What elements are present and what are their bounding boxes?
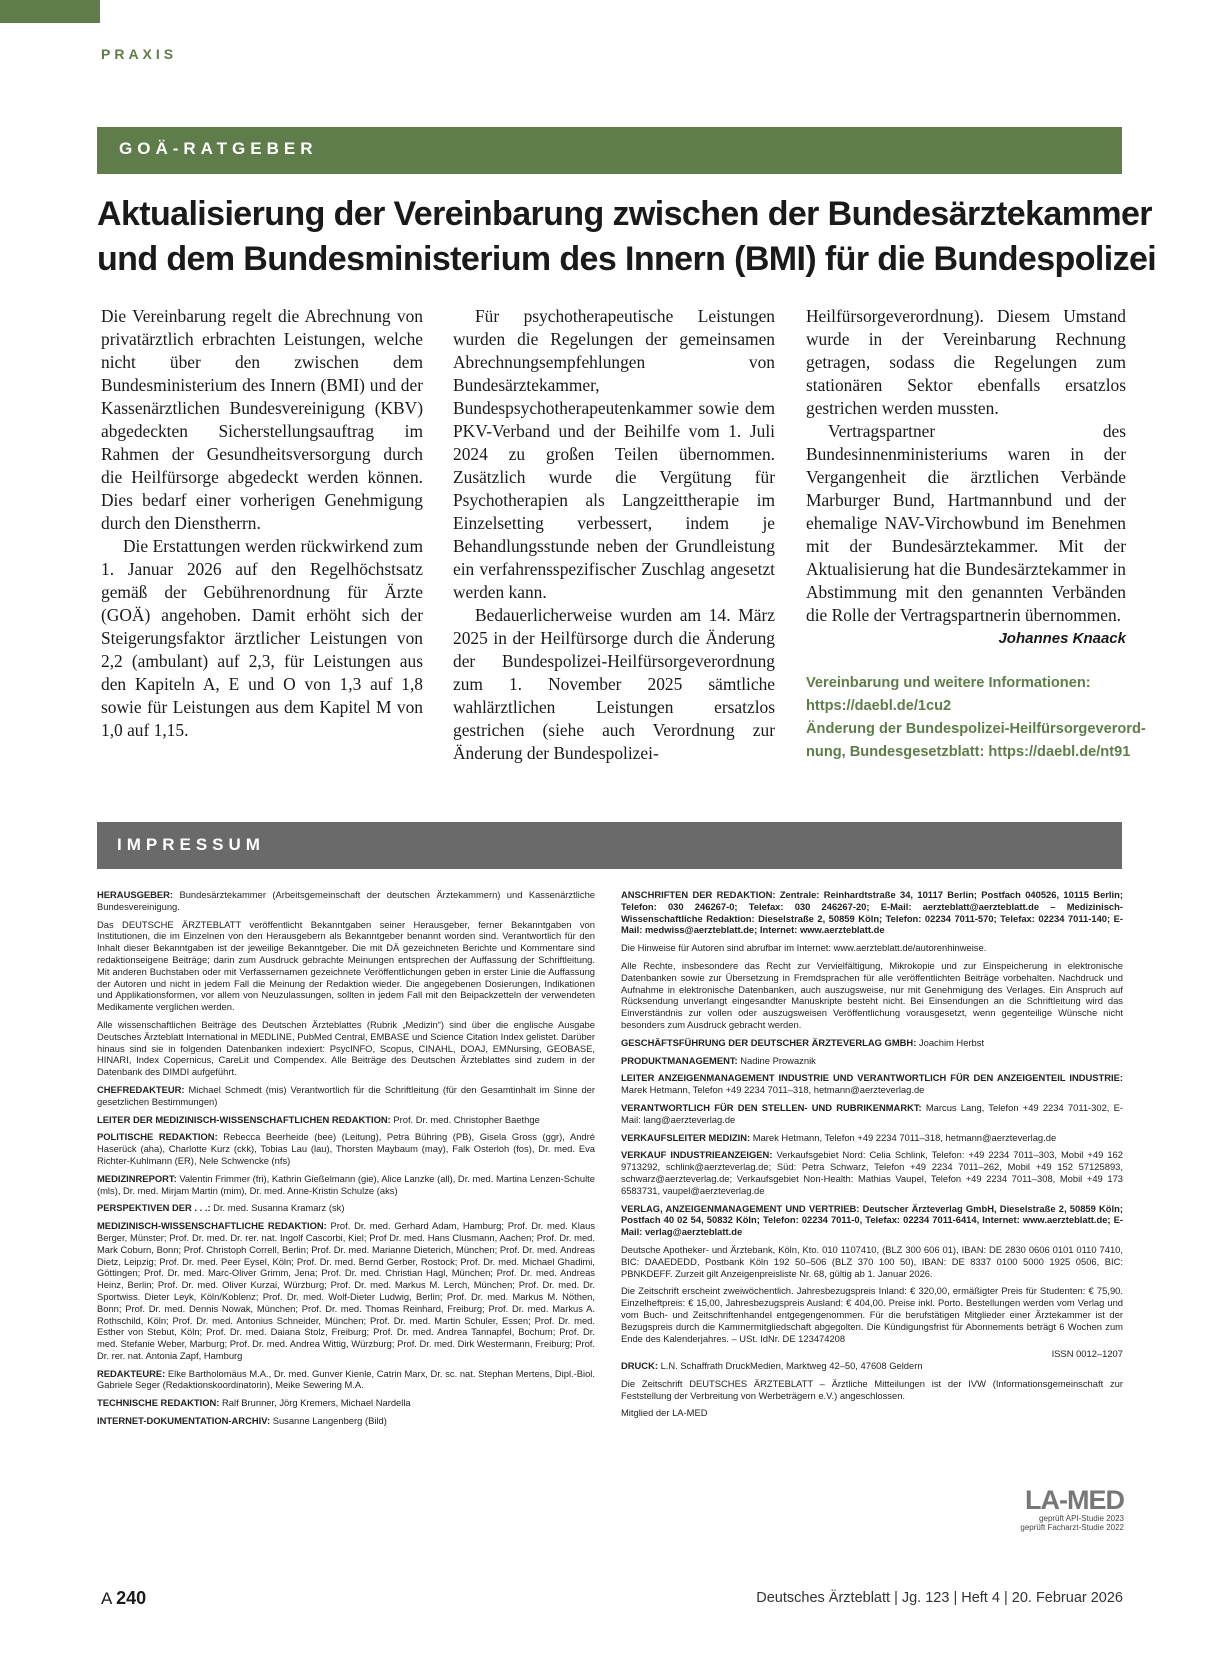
paragraph-text: Vertragspartner des Bundesinnenministeriums waren in der Vergangenheit die ärztlichen Verbände Marburger Bund, Hartmannbund und der ehemalige NAV-Virchowbund im Benehmen mit der Bundesärztekammer. Mit der Aktualisierung hat die Bundesärztekammer in Abstimmung mit den genannten Verbänden die Rolle der Vertragspartnerin übernommen. — [806, 421, 1126, 625]
article-title — [97, 192, 1157, 282]
impressum-label: VERKAUFSLEITER MEDIZIN: — [621, 1131, 751, 1143]
impressum-entry — [97, 1084, 595, 1108]
impressum-text: Rebecca Beerheide (bee) (Leitung), Petra Bühring (PB), Gisela Gross (ggr), André Haserück (aha), Charlotte Kurz (ckk), Tobias Lau (lau), Thorsten Maybaum (may), Falk Osterloh (fos), Dr. med. Eva Richter-Kuhlmann (ER), Nele Schwencke (nfs) — [97, 1131, 595, 1166]
impressum-label: GESCHÄFTSFÜHRUNG DER DEUTSCHER ÄRZTEVERLAG GMBH: — [621, 1036, 917, 1048]
category-label: GOÄ-RATGEBER — [119, 139, 318, 158]
impressum-text: Dr. med. Susanna Kramarz (sk) — [213, 1202, 345, 1214]
impressum-entry — [621, 1244, 1123, 1279]
impressum-label: PERSPEKTIVEN DER . . .: — [97, 1202, 211, 1214]
impressum-text: L.N. Schaffrath DruckMedien, Marktweg 42–50, 47608 Geldern — [660, 1360, 923, 1372]
impressum-entry — [621, 1378, 1123, 1402]
impressum-entry — [621, 1037, 1123, 1049]
impressum-entry — [621, 1072, 1123, 1096]
impressum-text: Prof. Dr. med. Christopher Baethge — [393, 1113, 540, 1125]
corner-accent — [0, 0, 100, 23]
impressum-entry — [621, 1055, 1123, 1067]
impressum-entry — [621, 942, 1123, 954]
impressum-label: PRODUKTMANAGEMENT: — [621, 1054, 738, 1066]
paragraph: Die Vereinbarung regelt die Abrechnung von privatärztlich erbrachten Leistungen, welche nicht über den zwischen dem Bundesministerium des Innern (BMI) und der Kassenärztlichen Bundesvereinigung (KBV) abgedeckten Sicherstellungsauftrag im Rahmen der Gesundheitsversorgung durch die Heilfürsorge abgedeckt werden können. Dies bedarf einer vorherigen Genehmigung durch den Dienstherrn. — [101, 306, 423, 533]
issn: ISSN 0012–1207 — [1051, 1348, 1123, 1360]
info-links — [806, 672, 1146, 764]
paragraph: Für psychotherapeutische Leistungen wurden die Regelungen der gemeinsamen Abrechnungsempfehlungen von Bundesärztekammer, Bundespsychotherapeutenkammer sowie dem PKV-Verband und der Beihilfe vom 1. Juli 2024 zu großen Teilen übernommen. Zusätzlich wurde die Vergütung für Psychotherapien als Langzeittherapie im Einzelsetting verbessert, indem je Behandlungsstunde neben der Grundleistung ein verfahrensspezifischer Zuschlag angesetzt werden kann. — [453, 306, 775, 602]
impressum-label: INTERNET-DOKUMENTATION-ARCHIV: — [97, 1415, 271, 1427]
impressum-text: Nadine Prowaznik — [740, 1054, 816, 1066]
impressum-text: Ralf Brunner, Jörg Kremers, Michael Nardella — [222, 1397, 411, 1409]
impressum-entry — [97, 1202, 595, 1214]
impressum-entry — [97, 1397, 595, 1409]
impressum-text: Alle Rechte, insbesondere das Recht zur Vervielfältigung, Mikrokopie und zur Einspeicherung in elektronische Datenbanken sowie zur Übersetzung in Fremdsprachen für alle veröffentlichten Beiträge vorbehalten. Nachdruck und Aufnahme in elektronische Datenbanken, auch auszugsweise, nur mit Genehmigung des Verlages. Ein Anspruch auf Rücksendung unverlangt eingesandter Manuskripte besteht nicht. Bei Einsendungen an die Schriftleitung wird das Einverständnis zur vollen oder auszugsweisen Veröffentlichung vorausgesetzt, wenn gegenteilige Wünsche nicht besonders zum Ausdruck gebracht werden. — [621, 959, 1123, 1030]
impressum-label: CHEFREDAKTEUR: — [97, 1083, 185, 1095]
section-label: PRAXIS — [101, 46, 178, 62]
links-heading: Vereinbarung und weitere Informationen: — [806, 675, 1091, 691]
impressum-heading: IMPRESSUM — [117, 835, 265, 854]
author-name: Johannes Knaack — [998, 630, 1126, 647]
impressum-entry — [97, 1131, 595, 1166]
impressum-label: MEDIZINREPORT: — [97, 1172, 177, 1184]
impressum-entry — [621, 1102, 1123, 1126]
impressum-label: VERANTWORTLICH FÜR DEN STELLEN- UND RUBRIKENMARKT: — [621, 1101, 922, 1113]
impressum-label: VERKAUF INDUSTRIEANZEIGEN: — [621, 1149, 773, 1161]
impressum-entry — [621, 1285, 1123, 1344]
impressum-entry — [621, 889, 1123, 936]
impressum-entry — [621, 1360, 1123, 1372]
impressum-text: Die Zeitschrift DEUTSCHES ÄRZTEBLATT – Ärztliche Mitteilungen ist der IVW (Informationsgemeinschaft zur Feststellung der Verbreitung von Werbeträgern e.V.) angeschlossen. — [621, 1377, 1123, 1401]
impressum-text: Deutsche Apotheker- und Ärztebank, Köln, Kto. 010 1107410, (BLZ 300 606 01), IBAN: DE 2830 0606 0101 0110 7410, BIC: DAAEDEDD, Postbank Köln 192 50–506 (BLZ 370 100 50), IBAN: DE 8337 0100 5000 1925 0506, BIC: PBNKDEFF. Zurzeit gilt Anzeigenpreisliste Nr. 68, gültig ab 1. Januar 2026. — [621, 1243, 1123, 1279]
paragraph: Heilfürsorgeverordnung). Diesem Umstand wurde in der Vereinbarung Rechnung getragen, sodass die Regelungen zum stationären Sektor ebenfalls ersatzlos gestrichen werden mussten. — [806, 306, 1126, 418]
impressum-text: Valentin Frimmer (fri), Kathrin Gießelmann (gie), Alice Lanzke (all), Dr. med. Martina Lenzen-Schulte (mls), Dr. med. Mirjam Martin (mim), Dr. med. Anne-Kristin Schulze (aks) — [97, 1172, 595, 1196]
page-prefix: A — [101, 1589, 112, 1608]
paragraph: Die Erstattungen werden rückwirkend zum 1. Januar 2026 auf den Regelhöchstsatz gemäß der Gebührenordnung für Ärzte (GOÄ) angehoben. Damit erhöht sich der Steigerungsfaktor ärztlicher Leistungen von 2,2 (ambulant) auf 2,3, für Leistungen aus den Kapiteln A, E und O von 1,3 auf 1,8 sowie für Leistungen aus dem Kapitel M von 1,0 auf 1,15. — [101, 536, 423, 740]
impressum-text: Die Zeitschrift erscheint zweiwöchentlich. Jahresbezugspreis Inland: € 320,00, ermäßigter Preis für Studenten: € 75,90. Einzelheftpreis: € 15,00, Jahresbezugspreis Ausland: € 404,00. Preise inkl. Porto. Bestellungen werden vom Verlag und vom Buch- und Zeitschriftenhandel entgegengenommen. Für die berufstätigen Mitglieder einer Ärztekammer ist der Bezugspreis durch die Kammermitgliedschaft abgegolten. Die Kündigungsfrist für Abonnements beträgt 6 Wochen zum Ende des Kalenderjahres. – USt. IdNr. DE 123474208 — [621, 1285, 1123, 1344]
impressum-entry — [97, 919, 595, 1013]
impressum-label: REDAKTEURE: — [97, 1367, 166, 1379]
impressum-label: HERAUSGEBER: — [97, 889, 174, 900]
impressum-text: Die Hinweise für Autoren sind abrufbar im Internet: www.aerzteblatt.de/autorenhinweise. — [621, 942, 987, 954]
impressum-text: Elke Bartholomäus M.A., Dr. med. Gunver Kienle, Catrin Marx, Dr. sc. nat. Stephan Mertens, Dipl.-Biol. Gabriele Seger (Redaktionskoordinatorin), Meike Sewering M.A. — [97, 1367, 595, 1391]
impressum-entry — [97, 1368, 595, 1392]
impressum-text: Marek Hetmann, Telefon +49 2234 7011–318, hetmann@aerzteverlag.de — [752, 1131, 1057, 1143]
impressum-left-column — [97, 889, 595, 1433]
link-bundesgesetzblatt[interactable]: nung, Bundesgesetzblatt: https://daebl.de/nt91 — [806, 744, 1131, 760]
journal-info: Deutsches Ärzteblatt | Jg. 123 | Heft 4 | 20. Februar 2026 — [756, 1590, 1123, 1606]
impressum-entry — [621, 960, 1123, 1031]
lamed-note: geprüft API-Studie 2023 — [1039, 1514, 1124, 1523]
impressum-text: Susanne Langenberg (Bild) — [272, 1415, 387, 1427]
impressum-entry — [97, 1415, 595, 1427]
article-column-2 — [453, 305, 775, 765]
article-column-1 — [101, 305, 423, 742]
impressum-entry — [621, 1407, 1123, 1419]
lamed-note: geprüft Facharzt-Studie 2022 — [1020, 1523, 1124, 1532]
impressum-text: Michael Schmedt (mis) Verantwortlich für die Schriftleitung (für den Gesamtinhalt im Sinne der gesetzlichen Bestimmungen) — [97, 1083, 596, 1107]
page-number — [101, 1588, 146, 1609]
impressum-entry — [621, 1132, 1123, 1144]
impressum-right-column — [621, 889, 1123, 1425]
impressum-label: LEITER DER MEDIZINISCH-WISSENSCHAFTLICHEN REDAKTION: — [97, 1113, 391, 1125]
impressum-label: ANSCHRIFTEN DER REDAKTION: Zentrale: Reinhardtstraße 34, 10117 Berlin; Postfach 040526, 10115 Berlin; Telefon: 030 246267-0; Telefax: 030 246267-20; E-Mail: aerzteblatt@aerzteblatt.de – Medizinisch-Wissenschaftliche Redaktion: Dieselstraße 2, 50859 Köln; Telefon: 02234 7011-570; Telefax: 02234 7011-140; E-Mail: medwiss@aerzteblatt.de; Internet: www.aerzteblatt.de — [621, 889, 1123, 936]
impressum-text: Joachim Herbst — [918, 1036, 985, 1048]
impressum-label: VERLAG, ANZEIGENMANAGEMENT UND VERTRIEB: Deutscher Ärzteverlag GmbH, Dieselstraße 2, 50859 Köln; Postfach 40 02 54, 50832 Köln; Telefon: 02234 7011-0, Telefax: 02234 7011-6414, Internet: www.aerzteblatt.de; E-Mail: verlag@aerzteblatt.de — [621, 1202, 1123, 1238]
impressum-text: Marek Hetmann, Telefon +49 2234 7011–318, hetmann@aerzteverlag.de — [621, 1084, 925, 1096]
impressum-text: Das DEUTSCHE ÄRZTEBLATT veröffentlicht Bekanntgaben seiner Herausgeber, ferner Bekanntgaben von Institutionen, die im Einzelnen von den Herausgebern als Bekanntgeber benannt worden sind. Verantwortlich für den Inhalt dieser Bekanntgaben ist der jeweilige Bekanntgeber. Die mit DÄ gezeichneten Berichte und Kommentare sind redaktionseigene Beiträge; darin zum Ausdruck gebrachte Meinungen entsprechen der Auffassung der Schriftleitung. Mit anderen Buchstaben oder mit Verfassernamen gezeichnete Veröffentlichungen geben in erster Linie die Auffassung der Autoren und nicht in jedem Fall die Meinung der Redaktion wieder. Die angegebenen Dosierungen, Indikationen und Applikationsformen, vor allem von Neuzulassungen, sollten in jedem Fall mit den Beipackzetteln der verwendeten Medikamente verglichen werden. — [97, 918, 595, 1013]
impressum-label: POLITISCHE REDAKTION: — [97, 1131, 218, 1143]
impressum-entry — [621, 1203, 1123, 1238]
title-line-2: und dem Bundesministerium des Innern (BMI) für die Bundespolizei — [97, 240, 1157, 278]
links-heading: Änderung der Bundespolizei-Heilfürsorgeverord- — [806, 721, 1146, 737]
impressum-label: DRUCK: — [621, 1360, 658, 1372]
lamed-logo — [1010, 1486, 1124, 1532]
impressum-banner — [97, 822, 1122, 869]
impressum-label: TECHNISCHE REDAKTION: — [97, 1397, 220, 1409]
impressum-entry — [97, 1220, 595, 1362]
link-vereinbarung[interactable]: https://daebl.de/1cu2 — [806, 698, 952, 714]
lamed-wordmark: LA-MED — [1025, 1485, 1124, 1515]
category-banner — [97, 127, 1122, 174]
impressum-text: Prof. Dr. med. Gerhard Adam, Hamburg; Prof. Dr. med. Klaus Berger, Münster; Prof. Dr. med. Dr. rer. nat. Ingolf Cascorbi, Kiel; Prof Dr. med. Hans Clusmann, Aachen; Prof. Dr. med. Mark Coburn, Bonn; Prof. Christoph Correll, Berlin; Prof. Dr. med. Marianne Dieterich, München; Prof. Dr. med. Andreas Dietz, Leipzig; Prof. Dr. med. Peer Eysel, Köln; Prof. Dr. med. Bernd Gerber, Rostock; Prof. Dr. med. Michael Ghadimi, Göttingen; Prof. Dr. med. Marc-Oliver Grimm, Jena; Prof. Dr. med. Christian Hagl, München; Prof. Dr. med. Andreas Heinz, Berlin; Prof. Dr. med. Oliver Kurzai, Würzburg; Prof. Dr. med. Markus M. Lerch, München; Prof. Dr. med. Dr. Sportwiss. Dieter Leyk, Köln/Koblenz; Prof. Dr. med. Wolf-Dieter Ludwig, Berlin; Prof. Dr. med. Markus M. Nöthen, Bonn; Prof. Dr. med. Dennis Nowak, München; Prof. Dr. med. Thomas Reinhard, Freiburg; Prof. Dr. med. Markus A. Rothschild, Köln; Prof. Dr. med. Antonius Schneider, München; Prof. Dr. med. Martin Schuler, Essen; Prof. Dr. med. Esther von Stebut, Köln; Prof. Dr. med. Daiana Stolz, Freiburg; Prof. Dr. med. Andrea Tannapfel, Bochum; Prof. Dr. med. Stefanie Weber, Marburg; Prof. Dr. med. Andrea Wittig, Würzburg; Prof. Dr. med. Dirk Westermann, Freiburg; Prof. Dr. rer. nat. Antonia Zapf, Hamburg — [97, 1220, 596, 1361]
impressum-text: Alle wissenschaftlichen Beiträge des Deutschen Ärzteblattes (Rubrik „Medizin“) sind über die englische Ausgabe Deutsches Ärzteblatt International in MEDLINE, PubMed Central, EMBASE und Science Citation Index gelistet. Darüber hinaus sind sie in folgenden Datenbanken indexiert: PsycINFO, Scopus, CINAHL, DOAJ, EMNursing, GEOBASE, HINARI, Index Copernicus, CareLit und Compendex. Alle Beiträge des Deutschen Ärzteblattes sind zudem in der Datenbank des DIMDI aufgeführt. — [97, 1018, 595, 1078]
impressum-label: LEITER ANZEIGENMANAGEMENT INDUSTRIE UND VERANTWORTLICH FÜR DEN ANZEIGENTEIL INDUSTRIE: — [621, 1072, 1123, 1084]
impressum-entry — [97, 1019, 595, 1078]
title-line-1: Aktualisierung der Vereinbarung zwischen der Bundesärztekammer — [97, 195, 1152, 233]
impressum-entry — [621, 1149, 1123, 1196]
article-column-3 — [806, 305, 1126, 650]
impressum-text: Verkaufsgebiet Nord: Celia Schlink, Telefon: +49 2234 7011–303, Mobil +49 162 9713292, schlink@aerzteverlag.de; Süd: Petra Schwarz, Telefon +49 2234 7011–262, Mobil +49 152 57125893, schwarz@aerzteverlag.de; Verkaufsgebiet Non-Health: Mathias Vaupel, Telefon +49 2234 7011–308, Mobil +49 173 6583731, vaupel@aerzteverlag.de — [621, 1149, 1123, 1196]
paragraph — [806, 420, 1126, 647]
impressum-entry — [97, 1114, 595, 1126]
impressum-entry — [97, 889, 595, 913]
impressum-entry — [97, 1173, 595, 1197]
impressum-label: MEDIZINISCH-WISSENSCHAFTLICHE REDAKTION: — [97, 1220, 327, 1232]
paragraph: Bedauerlicherweise wurden am 14. März 2025 in der Heilfürsorge durch die Änderung der Bundespolizei-Heilfürsorgeverordnung zum 1. November 2025 sämtliche wahlärztlichen Leistungen ersatzlos gestrichen (siehe auch Verordnung zur Änderung der Bundespolizei- — [453, 605, 775, 763]
impressum-text: Mitglied der LA-MED — [621, 1407, 708, 1419]
impressum-text: Bundesärztekammer (Arbeitsgemeinschaft der deutschen Ärztekammern) und Kassenärztliche Bundesvereinigung. — [97, 889, 596, 912]
page-number-value: 240 — [116, 1588, 147, 1608]
impressum-text: Marcus Lang, Telefon +49 2234 7011-302, E-Mail: lang@aerzteverlag.de — [621, 1101, 1123, 1125]
